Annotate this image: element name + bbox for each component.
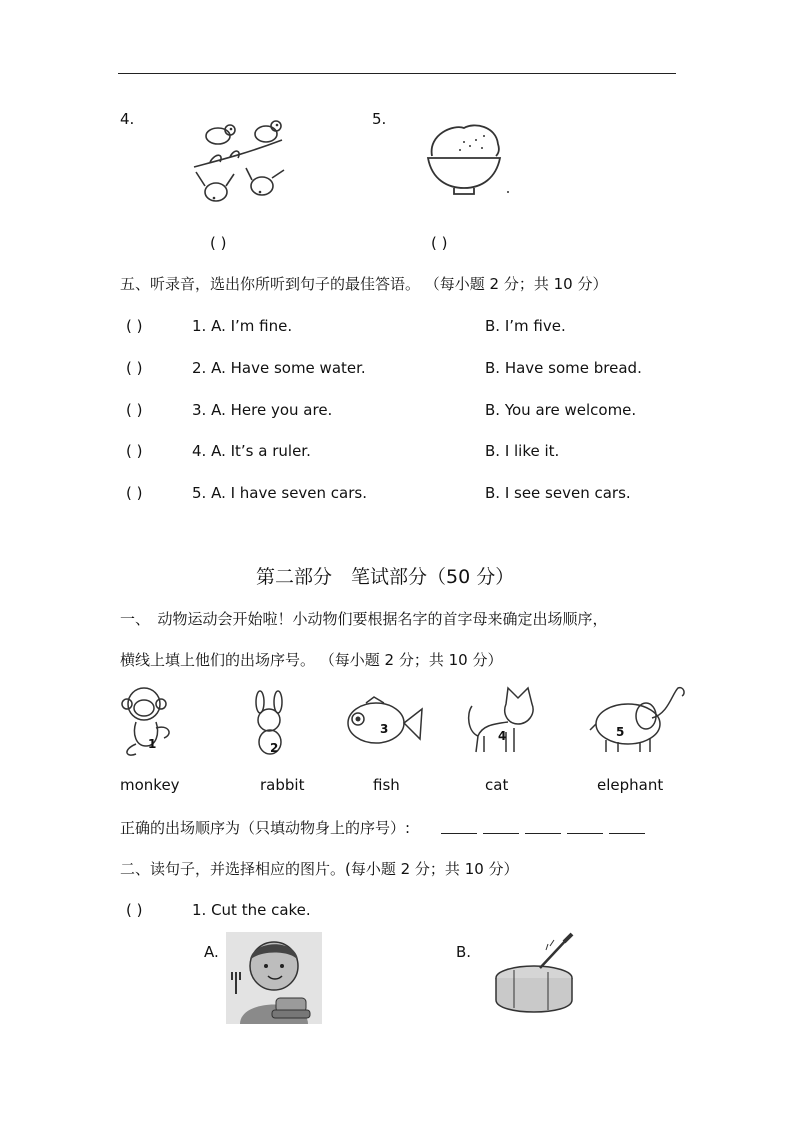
fish-number: 3 (380, 722, 389, 736)
elephant-number: 5 (616, 725, 625, 739)
question-1-instruction-2: 横线上填上他们的出场序号。 （每小题 2 分；共 10 分） (120, 651, 503, 669)
question-paren[interactable]: ( ) (126, 901, 143, 919)
monkey-picture (118, 682, 188, 758)
section-5-title: 五、听录音，选出你所听到句子的最佳答语。 （每小题 2 分；共 10 分） (120, 275, 608, 293)
part-2-heading: 第二部分 笔试部分（50 分） (256, 566, 515, 588)
rabbit-number: 2 (270, 741, 279, 755)
question-option-b: B. Have some bread. (485, 359, 642, 377)
question-paren[interactable]: ( ) (126, 484, 143, 502)
rabbit-picture (246, 690, 296, 760)
option-a-label: A. (204, 943, 219, 961)
question-text: 1. Cut the cake. (192, 901, 311, 919)
order-prompt: 正确的出场顺序为（只填动物身上的序号）: (120, 819, 411, 837)
item-4-answer-paren[interactable]: ( ) (210, 234, 227, 252)
question-paren[interactable]: ( ) (126, 359, 143, 377)
item-4-number: 4. (120, 110, 135, 128)
answer-blank[interactable] (441, 819, 477, 834)
question-paren[interactable]: ( ) (126, 317, 143, 335)
question-1-instruction: 一、 动物运动会开始啦！小动物们要根据名字的首字母来确定出场顺序， (120, 610, 608, 628)
animal-name: elephant (597, 776, 664, 794)
question-option-a: 5. A. I have seven cars. (192, 484, 367, 502)
question-option-b: B. I like it. (485, 442, 560, 460)
option-b-label: B. (456, 943, 472, 961)
question-paren[interactable]: ( ) (126, 442, 143, 460)
fish-picture (340, 695, 424, 749)
birds-picture (190, 112, 290, 216)
answer-blank[interactable] (609, 819, 645, 834)
question-option-a: 4. A. It’s a ruler. (192, 442, 311, 460)
question-option-a: 1. A. I’m fine. (192, 317, 293, 335)
question-option-b: B. I see seven cars. (485, 484, 631, 502)
item-5-number: 5. (372, 110, 387, 128)
question-paren[interactable]: ( ) (126, 401, 143, 419)
question-2-instruction: 二、读句子，并选择相应的图片。(每小题 2 分；共 10 分） (120, 860, 519, 878)
rice-bowl-picture (424, 122, 514, 198)
header-rule (118, 73, 676, 74)
question-option-a: 2. A. Have some water. (192, 359, 366, 377)
cake-with-knife-picture (488, 932, 584, 1018)
question-option-b: B. You are welcome. (485, 401, 637, 419)
question-option-b: B. I’m five. (485, 317, 566, 335)
order-answer-blanks[interactable] (441, 819, 651, 838)
answer-blank[interactable] (483, 819, 519, 834)
cat-picture (462, 684, 552, 754)
boy-with-cake-picture (226, 932, 322, 1024)
answer-blank[interactable] (567, 819, 603, 834)
cat-number: 4 (498, 729, 507, 743)
item-5-answer-paren[interactable]: ( ) (431, 234, 448, 252)
monkey-number: 1 (148, 737, 157, 751)
animal-name: rabbit (260, 776, 305, 794)
animal-name: monkey (120, 776, 180, 794)
answer-blank[interactable] (525, 819, 561, 834)
elephant-picture (588, 684, 688, 754)
animal-name: cat (485, 776, 509, 794)
question-option-a: 3. A. Here you are. (192, 401, 333, 419)
animal-name: fish (373, 776, 400, 794)
